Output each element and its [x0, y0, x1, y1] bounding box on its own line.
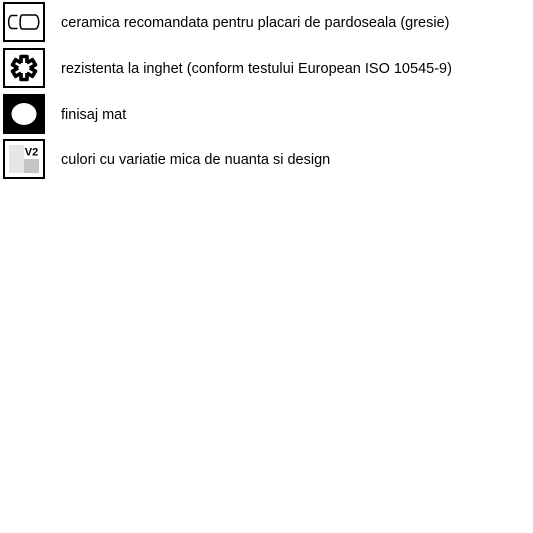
legend-item-matte-finish [0, 94, 533, 138]
frost-resistance-icon [3, 48, 45, 88]
legend-label-frost-resistance: rezistenta la inghet (conform testului European ISO 10545-9) [61, 61, 452, 77]
legend-label-floor-tiles: ceramica recomandata pentru placari de pardoseala (gresie) [61, 15, 450, 31]
legend-label-matte-finish: finisaj mat [61, 107, 127, 123]
legend-item-frost-resistance [0, 48, 533, 92]
legend-item-color-variation [0, 139, 533, 183]
v2-icon-text: V2 [24, 146, 39, 159]
color-variation-v2-icon [3, 139, 45, 179]
legend-label-color-variation: culori cu variatie mica de nuanta si design [61, 152, 331, 168]
legend-item-floor-tiles [0, 2, 533, 46]
shoe-sole-icon [3, 2, 45, 42]
matte-finish-icon [3, 94, 45, 134]
